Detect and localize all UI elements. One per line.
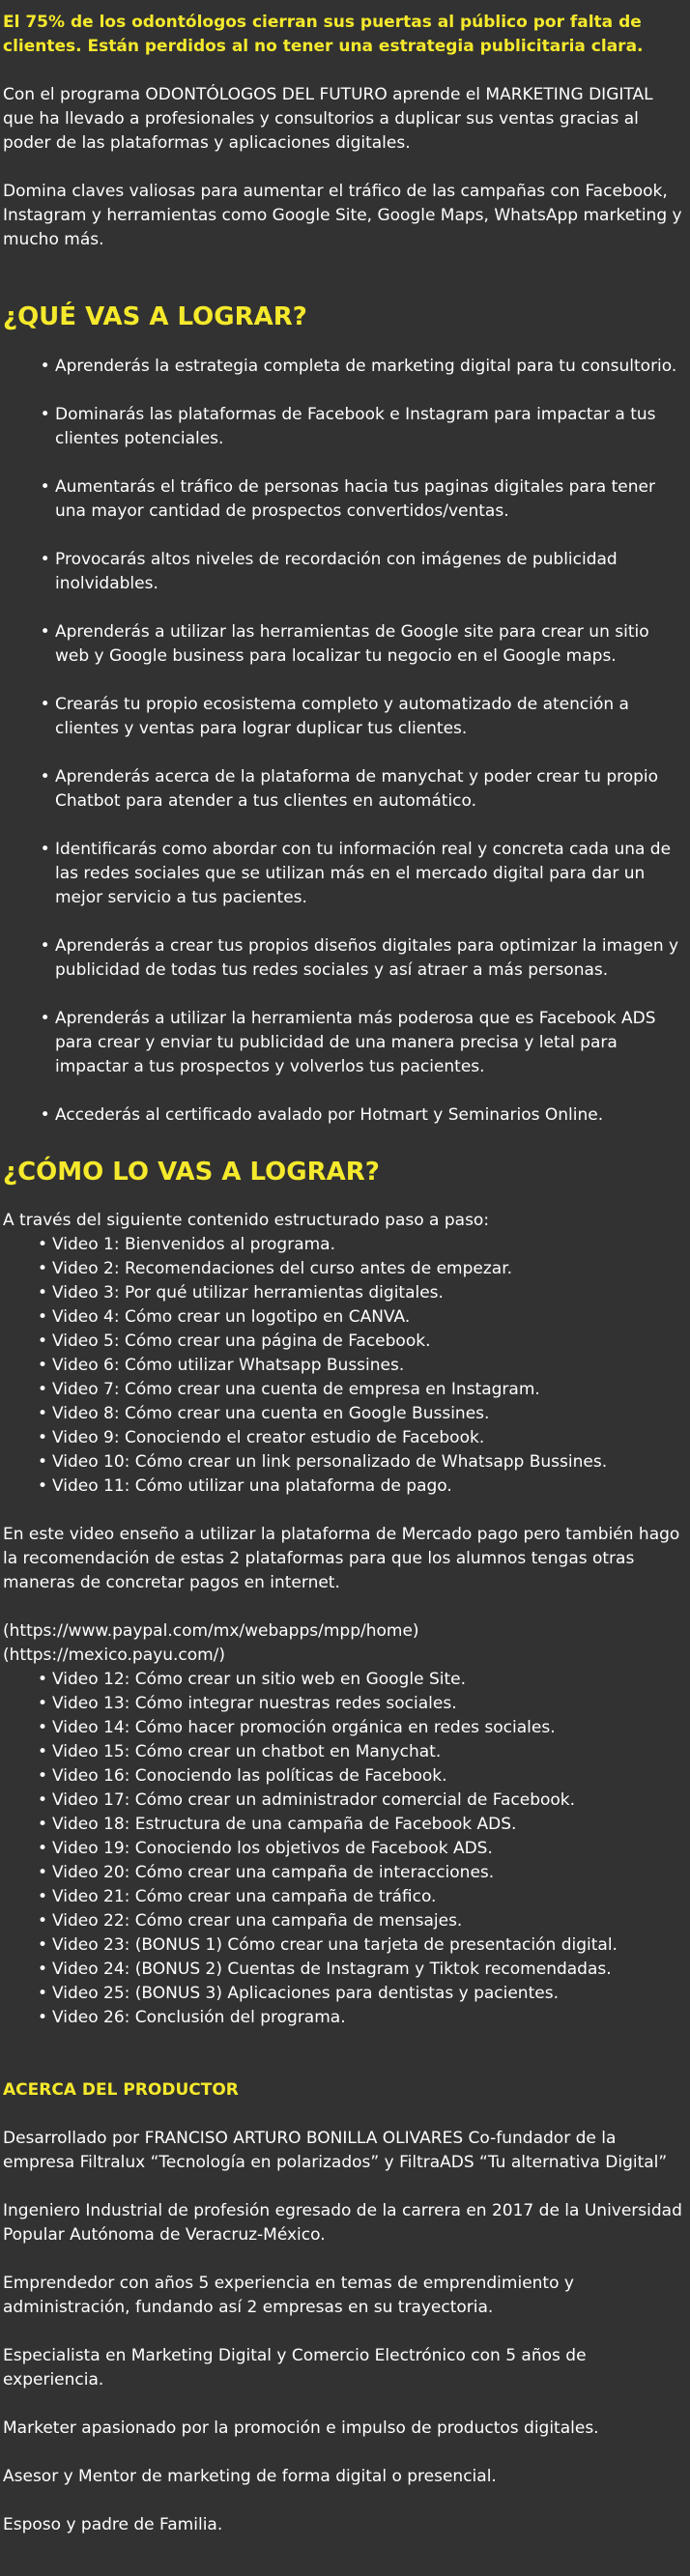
payment-urls [3,1619,687,1668]
achieve-list-item: • Aprenderás acerca de la plataforma de manychat y poder crear tu propio Chatbot para atender a tus clientes en automático. [55,765,687,814]
video-list-item: • Video 16: Conociendo las políticas de Facebook. [38,1764,687,1789]
video-list-item: • Video 17: Cómo crear un administrador comercial de Facebook. [38,1789,687,1813]
section-heading-how: ¿CÓMO LO VAS A LOGRAR? [3,1157,380,1187]
achieve-list-item: • Aumentarás el tráfico de personas hacia tus paginas digitales para tener una mayor cantidad de prospectos convertidos/ventas. [55,475,687,524]
producer-paragraph: Emprendedor con años 5 experiencia en temas de emprendimiento y administración, fundando así 2 empresas en su trayectoria. [3,2274,574,2318]
achieve-list-item: • Crearás tu propio ecosistema completo y automatizado de atención a clientes y ventas para lograr duplicar tus clientes. [55,693,687,741]
how-intro: A través del siguiente contenido estructurado paso a paso: [3,1211,490,1231]
video-list-item: • Video 6: Cómo utilizar Whatsapp Bussines. [38,1354,687,1378]
video-list-item: • Video 4: Cómo crear un logotipo en CANVA. [38,1305,687,1330]
video-list-item: • Video 3: Por qué utilizar herramientas digitales. [38,1281,687,1305]
video-list-item: • Video 18: Estructura de una campaña de Facebook ADS. [38,1813,687,1837]
payu-url: (https://mexico.payu.com/) [3,1646,226,1666]
achieve-list-item: • Aprenderás a utilizar la herramienta más poderosa que es Facebook ADS para crear y enviar tu publicidad de una manera precisa y letal para impactar a tus prospectos y volverlos tus pacientes. [55,1007,687,1079]
producer-paragraph: Ingeniero Industrial de profesión egresado de la carrera en 2017 de la Universidad Popular Autónoma de Veracruz-México. [3,2201,682,2246]
video-list-item: • Video 24: (BONUS 2) Cuentas de Instagram y Tiktok recomendadas. [38,1958,687,1982]
achieve-list-item: • Identificarás como abordar con tu información real y concreta cada una de las redes sociales que se utilizan más en el mercado digital para dar un mejor servicio a tus pacientes. [55,838,687,910]
video-list-item: • Video 11: Cómo utilizar una plataforma de pago. [38,1474,687,1499]
video-list-item: • Video 9: Conociendo el creator estudio de Facebook. [38,1426,687,1450]
achieve-list-item: • Dominarás las plataformas de Facebook e Instagram para impactar a tus clientes potenciales. [55,403,687,451]
video-list-item: • Video 14: Cómo hacer promoción orgánica en redes sociales. [38,1716,687,1740]
video-list-part-2 [3,1668,687,2030]
intro-paragraph-program: Con el programa ODONTÓLOGOS DEL FUTURO aprende el MARKETING DIGITAL que ha llevado a profesionales y consultorios a duplicar sus ventas gracias al poder de las plataformas y aplicaciones digitales. [3,85,653,153]
achieve-list-item: • Accederás al certificado avalado por Hotmart y Seminarios Online. [55,1103,687,1128]
video-list-item: • Video 19: Conociendo los objetivos de Facebook ADS. [38,1837,687,1861]
achieve-list-item: • Aprenderás a crear tus propios diseños digitales para optimizar la imagen y publicidad de todas tus redes sociales y así atraer a más personas. [55,934,687,983]
producer-paragraph: Asesor y Mentor de marketing de forma digital o presencial. [3,2467,497,2487]
achieve-list-item: • Provocarás altos niveles de recordación con imágenes de publicidad inolvidables. [55,548,687,596]
video-list-item: • Video 1: Bienvenidos al programa. [38,1233,687,1257]
achieve-list-item: • Aprenderás a utilizar las herramientas de Google site para crear un sitio web y Google business para localizar tu negocio en el Google maps. [55,620,687,669]
video-list-item: • Video 23: (BONUS 1) Cómo crear una tarjeta de presentación digital. [38,1933,687,1958]
producer-paragraph: Especialista en Marketing Digital y Comercio Electrónico con 5 años de experiencia. [3,2346,587,2390]
video-list-item: • Video 12: Cómo crear un sitio web en Google Site. [38,1668,687,1692]
video-list-item: • Video 13: Cómo integrar nuestras redes sociales. [38,1692,687,1716]
video-list-item: • Video 21: Cómo crear una campaña de tráfico. [38,1885,687,1909]
video-list-item: • Video 7: Cómo crear una cuenta de empresa en Instagram. [38,1378,687,1402]
video-list-item: • Video 22: Cómo crear una campaña de mensajes. [38,1909,687,1933]
video-list-item: • Video 8: Cómo crear una cuenta en Google Bussines. [38,1402,687,1426]
intro-highlight: El 75% de los odontólogos cierran sus puertas al público por falta de clientes. Están perdidos al no tener una estrategia publicitaria clara. [3,13,644,56]
section-heading-achieve: ¿QUÉ VAS A LOGRAR? [3,302,307,331]
video-list-item: • Video 15: Cómo crear un chatbot en Manychat. [38,1740,687,1764]
section-heading-producer: ACERCA DEL PRODUCTOR [3,2080,239,2101]
producer-paragraph: Esposo y padre de Familia. [3,2515,223,2535]
intro-paragraph-traffic: Domina claves valiosas para aumentar el tráfico de las campañas con Facebook, Instagram y herramientas como Google Site, Google Maps, WhatsApp marketing y mucho más. [3,182,682,249]
video-list-item: • Video 5: Cómo crear una página de Facebook. [38,1330,687,1354]
producer-paragraph: Marketer apasionado por la promoción e impulso de productos digitales. [3,2419,599,2439]
video-list-item: • Video 10: Cómo crear un link personalizado de Whatsapp Bussines. [38,1450,687,1474]
video-list-item: • Video 2: Recomendaciones del curso antes de empezar. [38,1257,687,1281]
payment-platform-note: En este video enseño a utilizar la plataforma de Mercado pago pero también hago la recomendación de estas 2 plataformas para que los alumnos tengas otras maneras de concretar pagos en internet. [3,1525,680,1593]
video-list-item: • Video 20: Cómo crear una campaña de interacciones. [38,1861,687,1885]
paypal-url: (https://www.paypal.com/mx/webapps/mpp/home) [3,1621,419,1642]
video-list-item: • Video 25: (BONUS 3) Aplicaciones para dentistas y pacientes. [38,1982,687,2006]
video-list-item: • Video 26: Conclusión del programa. [38,2006,687,2030]
producer-paragraph: Desarrollado por FRANCISO ARTURO BONILLA OLIVARES Co-fundador de la empresa Filtralux “Tecnología en polarizados” y FiltraADS “Tu alternativa Digital” [3,2129,668,2173]
achieve-list-item: • Aprenderás la estrategia completa de marketing digital para tu consultorio. [55,355,687,379]
achieve-list [3,355,687,1128]
video-list-part-1 [3,1233,687,1499]
